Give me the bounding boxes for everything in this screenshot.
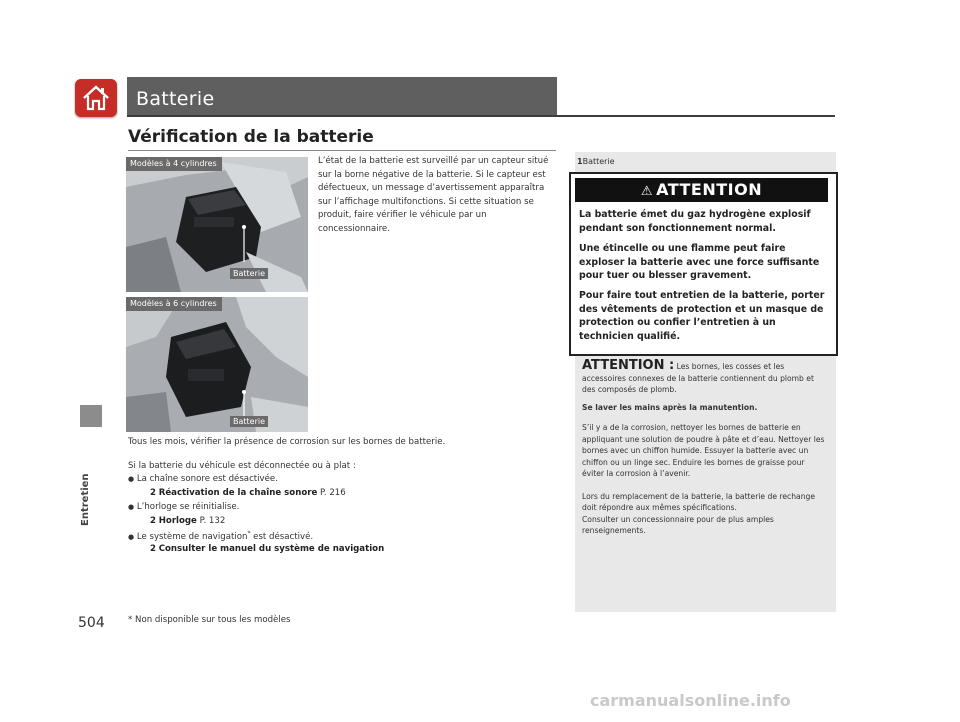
warning-header — [575, 178, 828, 202]
warning-triangle-icon: ⚠ — [640, 184, 654, 199]
list-item-text: L’horloge se réinitialise. — [136, 502, 240, 512]
battery-photo-6cyl — [126, 297, 308, 432]
reference-title[interactable]: Consulter le manuel du système de navigation — [158, 544, 385, 554]
monthly-check-text: Tous les mois, vérifier la présence de corrosion sur les bornes de batterie. — [128, 437, 446, 447]
intro-line: défectueux, un message d’avertissement apparaîtra — [318, 183, 545, 193]
warning-paragraph: Une étincelle ou une flamme peut faire exploser la batterie avec une force suffisante pour tuer ou blesser gravement. — [579, 243, 820, 281]
cross-reference[interactable] — [128, 544, 558, 558]
section-rule — [127, 115, 835, 117]
list-item — [128, 530, 558, 544]
battery-callout-4cyl: Batterie — [230, 268, 268, 279]
section-title: Batterie — [136, 88, 215, 110]
reference-arrow-icon: 2 — [150, 544, 156, 554]
warning-paragraph: Pour faire tout entretien de la batterie, porter des vêtements de protection et un masque de protection ou confier l’entretien à un technicien qualifié. — [579, 290, 825, 342]
caution-body: Les bornes, les cosses et les accessoires connexes de la batterie contiennent du plomb et des composés de plomb. — [582, 362, 814, 394]
photo-label-4cyl: Modèles à 4 cylindres — [126, 157, 222, 171]
battery-photo-4cyl — [126, 157, 308, 292]
sidebar-note-title — [577, 157, 615, 166]
list-item — [128, 474, 558, 488]
page-heading: Vérification de la batterie — [128, 127, 374, 147]
home-button[interactable] — [75, 79, 117, 117]
disconnect-intro: Si la batterie du véhicule est déconnectée ou à plat : — [128, 461, 356, 471]
warning-paragraph: La batterie émet du gaz hydrogène explosif pendant son fonctionnement normal. — [579, 209, 811, 234]
intro-paragraph — [318, 155, 558, 236]
caution-text — [582, 360, 828, 396]
list-item-text: est désactivé. — [250, 531, 314, 542]
bullet-icon: ● — [128, 503, 135, 511]
replacement-text: Lors du remplacement de la batterie, la batterie de rechange doit répondre aux mêmes spécifications. — [582, 491, 815, 512]
note-icon: 1 — [577, 157, 583, 166]
engine-bay-illustration-4cyl — [126, 157, 308, 292]
battery-callout-6cyl: Batterie — [230, 416, 268, 427]
reference-title[interactable]: Réactivation de la chaîne sonore — [158, 488, 318, 498]
chapter-label: Entretien — [80, 473, 91, 526]
list-item — [128, 502, 558, 516]
consequence-list — [128, 474, 558, 558]
intro-line: produit, faire vérifier le véhicule par un — [318, 210, 487, 220]
warning-box — [569, 172, 838, 356]
bullet-icon: ● — [128, 532, 135, 541]
list-item-text: La chaîne sonore est désactivée. — [136, 474, 278, 484]
reference-page[interactable]: P. 216 — [320, 488, 346, 498]
reference-title[interactable]: Horloge — [158, 516, 197, 526]
caution-block — [582, 360, 828, 537]
photo-label-6cyl: Modèles à 6 cylindres — [126, 297, 222, 311]
watermark: carmanualsonline.info — [590, 691, 791, 710]
chapter-tab[interactable] — [80, 405, 102, 427]
caution-title: ATTENTION : — [582, 358, 675, 373]
list-item-text: Le système de navigation — [136, 531, 248, 542]
intro-line: sur l’affichage multifonctions. Si cette situation se — [318, 196, 534, 207]
intro-line: sur la borne négative de la batterie. Si le capteur est — [318, 169, 546, 180]
cross-reference[interactable] — [128, 516, 558, 530]
page-number: 504 — [78, 615, 105, 631]
warning-title: ATTENTION — [656, 180, 763, 199]
caution-bold: Se laver les mains après la manutention. — [582, 402, 758, 412]
cross-reference[interactable] — [128, 488, 558, 502]
engine-bay-illustration-6cyl — [126, 297, 308, 432]
consult-text: Consulter un concessionnaire pour de plus amples renseignements. — [582, 514, 774, 535]
reference-arrow-icon: 2 — [150, 516, 156, 526]
note-title-text: Batterie — [582, 157, 615, 166]
reference-page[interactable]: P. 132 — [199, 516, 226, 526]
intro-line: L’état de la batterie est surveillé par un capteur situé — [318, 156, 549, 166]
home-icon — [81, 83, 111, 113]
heading-rule — [128, 150, 556, 151]
intro-line: concessionnaire. — [318, 223, 390, 234]
footnote-marker: * — [247, 530, 251, 537]
bullet-icon: ● — [128, 475, 135, 483]
corrosion-text: S’il y a de la corrosion, nettoyer les bornes de batterie en appliquant une solution de poudre à pâte et d’eau. Nettoyer les bornes avec un chiffon humide. Essuyer la batterie avec un chiffon ou un linge sec. Enduire les bornes de graisse pour éviter la corrosion à l’avenir. — [582, 423, 825, 478]
footnote: * Non disponible sur tous les modèles — [128, 615, 291, 625]
reference-arrow-icon: 2 — [150, 488, 156, 498]
